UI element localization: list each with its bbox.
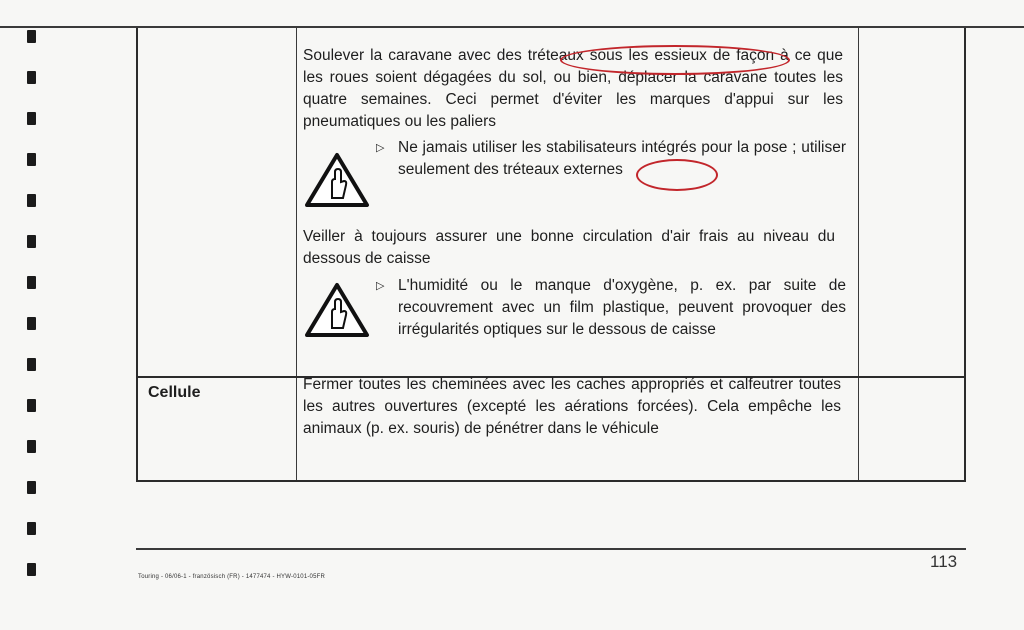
air-circulation-text: Veiller à toujours assurer une bonne circulation d'air frais au niveau du dessous de caisse	[303, 228, 835, 267]
column-divider	[296, 28, 297, 480]
bullet-arrow-icon: ▷	[376, 280, 385, 292]
page-number: 113	[930, 552, 958, 571]
lift-caravan-text: Soulever la caravane avec des tréteaux sous les essieux de façon à ce que les roues soient dégagées du sol, ou bien, déplacer la caravane toutes les quatre semaines. Ceci permet d'éviter les marques d'appui sur les pneumatiques ou les paliers	[303, 47, 843, 130]
column-divider	[858, 28, 859, 480]
warning-humidity-text: L'humidité ou le manque d'oxygène, p. ex. par suite de recouvrement avec un film plastique, peuvent provoquer des irrégularités optiques sur le dessous de caisse	[398, 277, 846, 338]
cellule-label: Cellule	[148, 384, 201, 401]
bullet-arrow-icon: ▷	[376, 142, 385, 154]
warning-humidity	[376, 275, 846, 341]
cellule-text: Fermer toutes les cheminées avec les caches appropriés et calfeutrer toutes les autres ouvertures (excepté les aérations forcées). Cela empêche les animaux (p. ex. souris) de pénétrer dans le véhicule	[303, 376, 841, 437]
warning-stabilizers	[376, 137, 846, 181]
footer-rule	[136, 548, 966, 550]
warning-hand-triangle-icon	[304, 282, 370, 338]
warning-stabilizers-text: Ne jamais utiliser les stabilisateurs intégrés pour la pose ; utiliser seulement des tréteaux externes	[398, 139, 846, 178]
footer-info: Touring - 06/06-1 - französisch (FR) - 1477474 - HYW-0101-05FR	[138, 574, 326, 580]
warning-hand-triangle-icon	[304, 152, 370, 208]
instructions-table	[136, 28, 966, 482]
spiral-binding	[27, 30, 37, 604]
